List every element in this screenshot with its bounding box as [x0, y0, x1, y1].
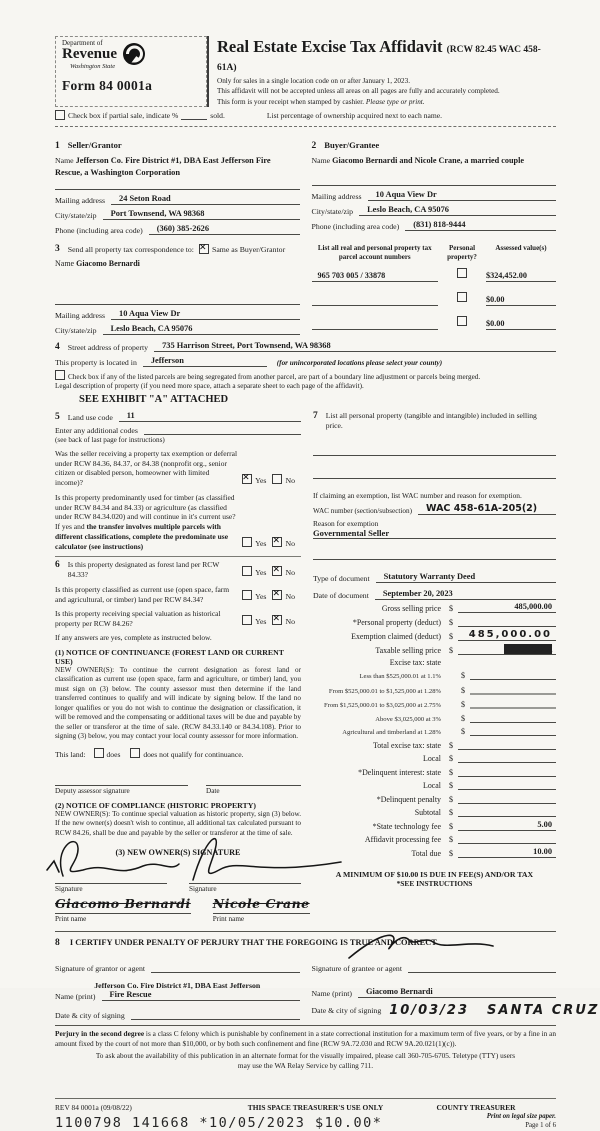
grantee-name-print-label: Name (print) — [311, 989, 352, 999]
tier2-label: From $525,000.01 to $1,525,000 at 1.28% — [328, 687, 441, 695]
street-address-label: Street address of property — [67, 342, 149, 352]
same-as-buyer-label: Same as Buyer/Grantor — [211, 244, 286, 254]
revenue-logo-icon — [119, 41, 149, 69]
date-of-document-label: Date of document — [313, 590, 369, 600]
same-as-buyer-checkbox — [199, 244, 209, 254]
wac-number-label: WAC number (section/subsection) — [313, 506, 413, 515]
assessed-value: $0.00 — [486, 319, 556, 330]
parcel-row — [312, 312, 557, 330]
see-back-note: (see back of last page for instructions) — [55, 435, 165, 444]
handwritten-print-name: Giacomo Bernardi — [55, 896, 191, 912]
section-land-use — [55, 410, 310, 924]
street-address-value: 735 Harrison Street, Port Townsend, WA 98368 — [154, 341, 556, 352]
does-checkbox — [94, 748, 104, 758]
excise-tax-state-label: Excise tax: state — [389, 657, 441, 667]
owner-signature-2 — [189, 873, 301, 893]
agricultural-label: Agricultural and timberland at 1.28% — [342, 729, 441, 737]
taxable-selling-price-label: Taxable selling price — [375, 645, 441, 655]
form-header — [55, 36, 556, 107]
signature-label: Signature — [189, 885, 217, 894]
page-number: Page 1 of 6 — [525, 1122, 556, 1130]
notice-continuance-title: (1) NOTICE OF CONTINUANCE (FOREST LAND OR CURRENT USE) — [55, 647, 284, 666]
section8-number: 8 — [55, 938, 60, 949]
gross-selling-price-label: Gross selling price — [381, 604, 441, 614]
agency-box — [55, 36, 207, 107]
timber-no-checkbox — [272, 537, 282, 547]
partial-sale-checkbox — [55, 110, 65, 120]
grantor-signature-line — [151, 962, 299, 973]
correspondence-name: Giacomo Bernardi — [76, 258, 140, 268]
land-use-label: Land use code — [67, 412, 113, 422]
segregated-note: Check box if any of the listed parcels are being segregated from another parcel, are part of a boundary line adjustment or parcels being merged. — [68, 372, 481, 381]
timber-yes-checkbox — [242, 537, 252, 547]
treasurer-space-label: THIS SPACE TREASURER'S USE ONLY — [247, 1102, 384, 1112]
forest-no-checkbox — [272, 566, 282, 576]
section2-heading: Buyer/Grantee — [324, 140, 380, 151]
local-label: Local — [423, 781, 441, 791]
personal-property-deduct-label: *Personal property (deduct) — [352, 617, 441, 627]
tier4-label: Above $3,025,000 at 3% — [375, 715, 441, 723]
personal-property-checkbox — [457, 292, 467, 302]
minimum-due-note: A MINIMUM OF $10.00 IS DUE IN FEE(S) AND/OR TAX — [335, 869, 534, 879]
deferral-no-checkbox — [272, 474, 282, 484]
form-title: Real Estate Excise Tax Affidavit (RCW 82.45 WAC 458-61A) — [217, 37, 541, 73]
print-legal-note: Print on legal size paper. — [486, 1112, 556, 1120]
delinquent-penalty-label: *Delinquent penalty — [376, 794, 441, 804]
state-technology-fee-label: *State technology fee — [372, 821, 441, 831]
total-excise-state-value — [458, 739, 556, 750]
exemption-claimed-label: Exemption claimed (deduct) — [351, 632, 441, 642]
agency-name — [62, 40, 117, 71]
tier1-label: Less than $525,000.01 at 1.1% — [359, 673, 441, 681]
deputy-assessor-label: Deputy assessor signature — [55, 786, 130, 795]
alternate-format-note: To ask about the availability of this publication in an alternate format for the visually impaired, please call 360-705-6705. Teletype (TTY) users may use the WA Relay Service by calling 711. — [95, 1051, 516, 1071]
county-treasurer-label: COUNTY TREASURER — [436, 1102, 516, 1112]
buyer-name: Giacomo Bernardi and Nicole Crane, a married couple — [332, 156, 525, 166]
type-of-document-label: Type of document — [313, 573, 370, 583]
see-instructions-note: *SEE INSTRUCTIONS — [396, 878, 473, 888]
state-technology-fee-value: 5.00 — [458, 820, 556, 831]
gross-selling-price-value: 485,000.00 — [458, 602, 556, 613]
parcel-row — [312, 264, 557, 282]
section-buyer: 2 Buyer/Grantee Name Giacomo Bernardi and Nicole Crane, a married couple Mailing address 10 Aqua View Dr City/state/zip Leslo Beach, CA 95076 Phone (including area code) (831) 818-9444 — [312, 135, 557, 235]
tier2-value — [470, 683, 556, 695]
section-property — [55, 341, 556, 405]
type-of-document-value: Statutory Warranty Deed — [376, 572, 556, 583]
grantee-signing-block — [311, 958, 600, 1020]
exhibit-note: SEE EXHIBIT "A" ATTACHED — [79, 393, 229, 405]
footer — [55, 1098, 556, 1131]
date-of-document-value: September 20, 2023 — [375, 589, 556, 600]
rev-number: REV 84 0001a (09/08/22) — [55, 1102, 132, 1112]
tier1-value — [470, 669, 556, 680]
local-value-2 — [458, 779, 556, 790]
grantee-date-city-label: Date & city of signing — [311, 1005, 382, 1015]
parcel-column-header: List all real and personal property tax parcel account numbers — [317, 243, 432, 261]
correspondence-label: Send all property tax correspondence to: — [67, 244, 194, 254]
parcel-number — [312, 295, 439, 306]
section-seller: 1 Seller/Grantor Name Jefferson Co. Fire District #1, DBA East Jefferson Fire Rescue, a Washington Corporation Mailing address 24 Seton Road City/state/zip Port Townsend, WA 98368 Phone (including area code) (360) 385-2626 — [55, 135, 300, 235]
question-deferral: Was the seller receiving a property tax exemption or deferral under RCW 84.36, 84.37, or 84.38 (nonprofit org., senior citizen or disabled person, homeowner with limited income)? ✕ Yes No — [55, 449, 301, 488]
section1-number: 1 — [55, 141, 60, 152]
certify-statement: I CERTIFY UNDER PENALTY OF PERJURY THAT THE FOREGOING IS TRUE AND CORRECT — [69, 938, 437, 948]
segregated-checkbox — [55, 370, 65, 380]
partial-sale-row — [55, 110, 556, 120]
owner-print-name-2 — [213, 895, 310, 923]
grantor-signature-label: Signature of grantor or agent — [55, 964, 146, 974]
exemption-claimed-value: 485,000.00 — [458, 629, 556, 641]
taxable-selling-price-value: XXXXXXXX — [504, 643, 552, 654]
subtotal-label: Subtotal — [414, 808, 441, 818]
grantor-signing-block — [55, 958, 300, 1020]
grantee-signature-line — [408, 962, 556, 973]
partial-sale-label: Check box if partial sale, indicate % — [68, 111, 179, 121]
notice-continuance-body: NEW OWNER(S): To continue the current designation as forest land or classification as current use (open space, farm and agriculture, or timber) land, you must sign on (3) below. The county assessor must then determine if the land transferred continues to qualify and will indicate by signing below. If the land no longer qualifies or you do not wish to continue the designation or classification, it will be removed and the compensating or additional taxes will be due and payable by the seller or transferor at the time of sale. (RCW 84.33.140 or 84.34.108). Prior to signing (3) below, you may contact your local county assessor for more information. — [55, 665, 301, 741]
section-certification — [55, 938, 600, 1071]
local-value — [458, 752, 556, 763]
question-historical: Is this property receiving special valuation as historical property per RCW 84.26? Yes ✕ No — [55, 609, 301, 629]
claiming-exemption-note: If claiming an exemption, list WAC number and reason for exemption. — [313, 490, 522, 500]
seller-phone: (360) 385-2626 — [149, 224, 300, 235]
tier4-value — [470, 712, 556, 723]
personal-property-checkbox — [457, 268, 467, 278]
assessed-value: $324,452.00 — [486, 271, 556, 282]
does-not-checkbox — [130, 748, 140, 758]
section8-divider — [55, 931, 556, 932]
grantor-date-city-label: Date & city of signing — [55, 1011, 125, 1021]
personal-property-deduct-value — [458, 616, 556, 627]
header-notes — [217, 76, 556, 107]
grantor-name-print-label: Name (print) — [55, 992, 96, 1002]
assessed-value: $0.00 — [486, 295, 556, 306]
header-note-1: Only for sales in a single location code on or after January 1, 2023. — [217, 76, 411, 85]
owner-print-name-1 — [55, 895, 191, 923]
form-title-rcw: (RCW 82.45 WAC 458-61A) — [217, 45, 541, 73]
delinquent-interest-value — [458, 766, 556, 777]
header-divider — [55, 126, 556, 127]
header-note-3: This form is your receipt when stamped by cashier. Please type or print. — [217, 97, 425, 106]
question-forest-land: 6 Is this property designated as forest land per RCW 84.33? Yes ✕ No — [55, 556, 301, 580]
county-value: Jefferson — [143, 356, 267, 367]
section6-number: 6 — [55, 560, 60, 571]
grantee-name-print-value: Giacomo Bernardi — [358, 987, 556, 998]
grantee-date-handwritten: 10/03/23 — [389, 1002, 470, 1018]
if-yes-note: If any answers are yes, complete as instructed below. — [55, 632, 212, 642]
current-use-yes-checkbox — [242, 590, 252, 600]
personal-property-column-header: Personal property? — [447, 243, 477, 261]
land-use-code: 11 — [119, 411, 301, 422]
grantor-name-print-value: Fire Rescue — [102, 990, 300, 1001]
additional-codes-label: Enter any additional codes — [55, 425, 138, 435]
total-excise-state-label: Total excise tax: state — [372, 740, 441, 750]
partial-sale-blank — [181, 119, 207, 120]
assessed-value-column-header: Assessed value(s) — [495, 243, 547, 252]
section3-number: 3 — [55, 243, 60, 254]
deferral-yes-checkbox — [242, 474, 252, 484]
tier3-value — [470, 697, 556, 709]
section1-heading: Seller/Grantor — [67, 140, 122, 151]
agency-revenue-line: Revenue — [62, 46, 117, 63]
subtotal-value — [458, 806, 556, 817]
section-correspondence: 3 Send all property tax correspondence to: ✕ Same as Buyer/Grantor Name Giacomo Bernardi Mailing address 10 Aqua View Dr City/state/zip Leslo Beach, CA 95076 — [55, 244, 300, 335]
buyer-mailing-address: 10 Aqua View Dr — [368, 190, 556, 201]
agency-dept-line: Department of — [62, 39, 103, 47]
section7-number: 7 — [313, 410, 318, 421]
historical-no-checkbox — [272, 615, 282, 625]
parcel-row — [312, 288, 557, 306]
form-number: Form 84 0001a — [62, 78, 153, 94]
reason-exemption-value: Governmental Seller — [313, 528, 556, 539]
parcel-number — [312, 319, 439, 330]
affidavit-processing-fee-value — [458, 833, 556, 844]
affidavit-processing-fee-label: Affidavit processing fee — [364, 835, 441, 845]
grantee-signature-label: Signature of grantee or agent — [311, 964, 402, 974]
legal-description-note: Legal description of property (if you need more space, attach a separate sheet to each page of the affidavit). — [55, 381, 364, 390]
correspondence-mailing-address: 10 Aqua View Dr — [111, 309, 299, 320]
historical-yes-checkbox — [242, 615, 252, 625]
question-timber: Is this property predominantly used for timber (as classified under RCW 84.34 and 84.33) or agriculture (as classified under RCW 84.34.020) and will continue in it's current use? If yes and the transfer involves multiple parcels with different classifications, complete the predominate use calculator (see instructions) Yes ✕ No — [55, 493, 301, 552]
print-name-label: Print name — [212, 915, 245, 924]
new-owner-signature-area — [55, 848, 310, 924]
additional-codes-value — [144, 424, 301, 435]
deputy-date-label: Date — [206, 786, 220, 795]
seller-city-state-zip: Port Townsend, WA 98368 — [103, 209, 300, 220]
parcel-number: 965 703 005 / 33878 — [312, 271, 439, 282]
title-block — [207, 36, 556, 107]
local-label: Local — [423, 754, 441, 764]
notice-compliance-body: NEW OWNER(S): To continue special valuation as historic property, sign (3) below. If the new owner(s) doesn't wish to continue, all additional tax calculated pursuant to RCW 84.26, shall be due and payable by the seller or transferor at the time of sale. — [55, 809, 301, 837]
treasurer-stamp: 1100798 141668 *10/05/2023 $10.00* — [55, 1114, 383, 1131]
located-label: This property is located in — [55, 357, 137, 367]
seller-mailing-address: 24 Seton Road — [111, 194, 299, 205]
section2-number: 2 — [311, 141, 317, 152]
delinquent-penalty-value — [458, 793, 556, 804]
personal-property-list-label: List all personal property (tangible and intangible) included in selling price. — [325, 410, 537, 430]
notice-compliance-title: (2) NOTICE OF COMPLIANCE (HISTORIC PROPERTY) — [55, 800, 256, 810]
owner-signature-1 — [55, 873, 167, 893]
grantee-city-handwritten: SANTA CRUZ — [487, 1002, 600, 1018]
agency-state-line: Washington State — [70, 63, 116, 71]
header-note-2: This affidavit will not be accepted unless all areas on all pages are fully and accurately completed. — [217, 87, 500, 96]
correspondence-city-state-zip: Leslo Beach, CA 95076 — [103, 324, 300, 335]
tier3-label: From $1,525,000.01 to $3,025,000 at 2.75% — [323, 702, 441, 710]
continuance-qualify-row: This land: does does not qualify for continuance. — [55, 749, 244, 759]
total-due-value: 10.00 — [458, 847, 556, 858]
unincorporated-note: (for unincorporated locations please select your county) — [276, 358, 443, 367]
ownership-note: List percentage of ownership acquired next to each name. — [266, 111, 443, 121]
owner-signature-title: (3) NEW OWNER(S) SIGNATURE — [115, 848, 241, 858]
buyer-city-state-zip: Leslo Beach, CA 95076 — [359, 205, 556, 216]
handwritten-print-name: Nicole Crane — [212, 896, 310, 912]
reason-exemption-label: Reason for exemption — [313, 518, 379, 528]
forest-yes-checkbox — [242, 566, 252, 576]
section5-number: 5 — [55, 411, 60, 422]
print-name-label: Print name — [55, 915, 87, 924]
seller-name: Jefferson Co. Fire District #1, DBA East Jefferson Fire Rescue, a Washington Corporation — [55, 156, 271, 177]
grantor-date-city-line — [131, 1009, 300, 1020]
section4-number: 4 — [55, 341, 60, 352]
section-selling-price: 7 List all personal property (tangible and intangible) included in selling price. If claiming an exemption, list WAC number and reason for exemption. WAC number (section/subsection) WAC 458-61A-205(2) Reason for exemption Governmental Seller Type of document Statutory Warranty Deed Date of document September 20, 2023 Gross selling price $ 485,000.00 *Personal property (deduct) $ Exemption claimed (deduct) $ 485,000.00 Taxable selling price $ XXXXXXXX Excise tax: state Less than $525,000.01 at 1.1% $ From $525,000.01 to $1,525,000 at 1.28% $ From $1,525,000.01 to $3,025,000 at 2.75% $ Above $3,025,000 at 3% $ Agricultural and timberland at 1.28% $ Total excise tax: state $ Local $ *Delinquent interest: state $ Local $ *Delinquent penalty $ Subtotal $ *State technology fee $ 5.00 Affidavit processing fee $ Total due $ 10.00 A MINIMUM OF $10.00 IS DUE IN FEE(S) AND/OR TAX *SEE INSTRUCTIONS — [313, 411, 556, 924]
total-due-label: Total due — [411, 848, 441, 858]
perjury-note: Perjury in the second degree is a class C felony which is punishable by confinement in a state correctional institution for a maximum term of five years, or by a fine in an amount fixed by the court of not more than $10,000, or by both such confinement and fine (RCW 9A.72.030 and RCW 9A.20.021(1)(c)). — [55, 1025, 556, 1049]
current-use-no-checkbox — [272, 590, 282, 600]
delinquent-interest-label: *Delinquent interest: state — [358, 767, 441, 777]
buyer-phone: (831) 818-9444 — [405, 220, 556, 231]
wac-number-value: WAC 458-61A-205(2) — [418, 503, 556, 515]
signature-label: Signature — [55, 885, 83, 894]
partial-sale-suffix: sold. — [210, 111, 225, 121]
personal-property-checkbox — [457, 316, 467, 326]
grantor-company: Jefferson Co. Fire District #1, DBA East Jefferson — [94, 981, 261, 991]
agricultural-value — [470, 725, 556, 736]
question-current-use: Is this property classified as current use (open space, farm and agricultural, or timber) land per RCW 84.34? Yes ✕ No — [55, 585, 301, 605]
parcel-table — [312, 244, 557, 335]
